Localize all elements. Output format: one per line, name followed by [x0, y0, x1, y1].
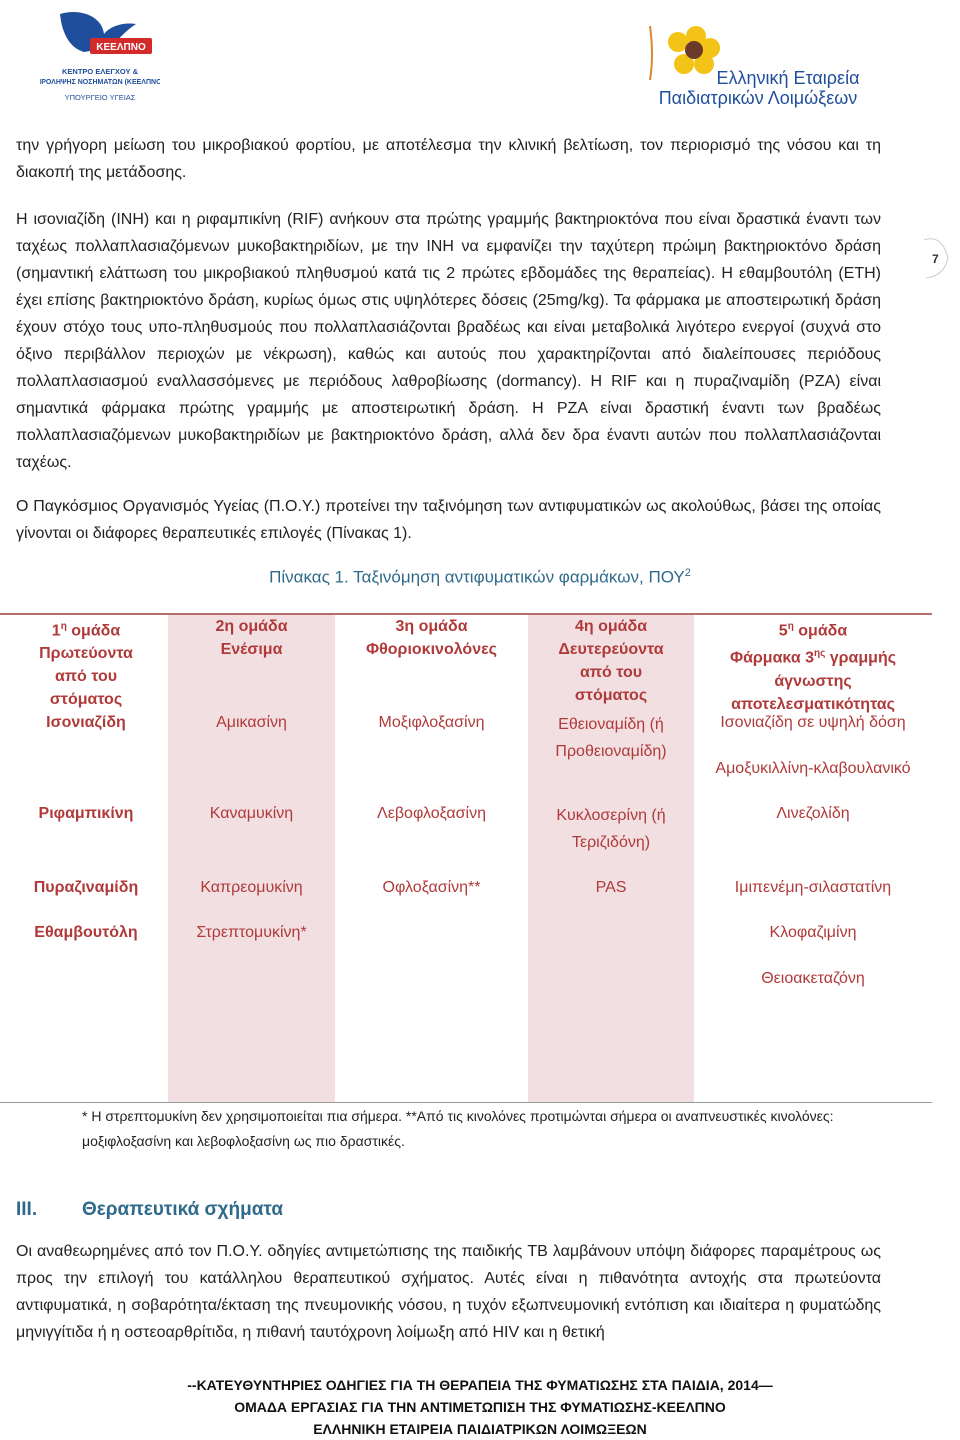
section-heading [16, 1199, 283, 1221]
table-cell: Λινεζολίδη [776, 805, 850, 822]
page-number: 7 [932, 252, 939, 266]
table-cell: Θειοακεταζόνη [761, 970, 865, 987]
who-paragraph: Ο Παγκόσμιος Οργανισμός Υγείας (Π.Ο.Υ.) προτείνει την ταξινόμηση των αντιφυματικών ως ακολούθως, βάσει της οποίας γίνονται οι διάφορες θεραπευτικές επιλογές (Πίνακας 1). [16, 498, 881, 542]
main-paragraph: Η ισονιαζίδη (INH) και η ριφαμπικίνη (RIF) ανήκουν στα πρώτης γραμμής βακτηριοκτόνα που είναι δραστικά έναντι των ταχέως πολλαπλασιαζόμενων μυκοβακτηριδίων, με την INH να εμφανίζει την ταχύτερη πρώιμη βακτηριοκτόνο δράση (σημαντική ελάττωση του μικροβιακού πληθυσμού κατά τις 2 πρώτες εβδομάδες της θεραπείας). Η εθαμβουτόλη (ETH) έχει επίσης βακτηριοκτόνο δράση, κυρίως όμως στις υψηλότερες δόσεις (25mg/kg). Τα φάρμακα με αποστειρωτική δράση έχουν στόχο τους υπο-πληθυσμούς που πολλαπλασιάζονται βραδέως και είναι μεταβολικά λιγότερο ενεργοί (συχνά στο όξινο περιβάλλον περιοχών με νέκρωση), καθώς και αυτούς που χαρακτηρίζονται από διαλείπουσες περιόδους πολλαπλασιασμού εναλλασσόμενες με περιόδους λαθροβίωσης (dormancy). Η RIF και η πυραζιναμίδη (PZA) είναι σημαντικά φάρμακα πρώτης γραμμής με αποστειρωτική δράση. Η PZA είναι δραστική έναντι των βραδέως πολλαπλασιαζόμενων μυκοβακτηριδίων με βακτηριοκτόνο δράση, αλλά δεν δρα έναντι αυτών που πολλαπλασιάζονται ταχέως. [16, 211, 881, 471]
table-cell: Λεβοφλοξασίνη [377, 805, 486, 822]
section-title: Θεραπευτικά σχήματα [82, 1199, 284, 1220]
table-cell: PAS [595, 879, 627, 896]
header-group-3: 3η ομάδα Φθοριοκινολόνες [366, 618, 497, 658]
flower-icon [650, 26, 720, 80]
header-group-5: $5^\eta$ ομάδα Φάρμακα $3^{\eta\varsigma}$ γραμμής άγνωστης αποτελεσματικότητας [729, 621, 897, 713]
svg-text:Παιδιατρικών Λοιμώξεων: Παιδιατρικών Λοιμώξεων [658, 88, 858, 108]
footer-line-3: ΕΛΛΗΝΙΚΗ ΕΤΑΙΡΕΙΑ ΠΑΙΔΙΑΤΡΙΚΩΝ ΛΟΙΜΩΞΕΩΝ [313, 1421, 647, 1437]
table-bottom-rule [0, 1102, 932, 1103]
svg-text:Ελληνική Εταιρεία: Ελληνική Εταιρεία [716, 68, 860, 88]
table-cell: Κλοφαζιμίνη [769, 924, 857, 941]
society-logo [640, 20, 870, 110]
table-cell: Ισονιαζίδη σε υψηλή δόση [720, 714, 906, 731]
logo-brand: ΚΕΕΛΠΝΟ [96, 42, 146, 53]
section-number: ΙΙΙ. [16, 1199, 38, 1220]
table-cell: Αμοξυκιλλίνη-κλαβουλανικό [715, 760, 911, 777]
header-group-2: 2η ομάδα Ενέσιμα [215, 618, 288, 658]
table-cell: Εθειοναμίδη (ή Προθειοναμίδη) [555, 716, 667, 760]
table-cell: Καναμυκίνη [209, 805, 294, 822]
intro-paragraph: την γρήγορη μείωση του μικροβιακού φορτίου, με αποτέλεσμα την κλινική βελτίωση, τον περιορισμό της νόσου και τη διακοπή της μετάδοσης. [16, 137, 881, 181]
table-cell: Στρεπτομυκίνη* [196, 924, 307, 941]
table-title: Πίνακας 1. Ταξινόμηση αντιφυματικών φαρμάκων, ΠΟΥ$^2$ [269, 567, 691, 587]
table-cell: Ισονιαζίδη [46, 714, 126, 731]
closing-paragraph: Οι αναθεωρημένες από τον Π.Ο.Υ. οδηγίες αντιμετώπισης της παιδικής TB λαμβάνουν υπόψη διάφορες παραμέτρους ως προς την επιλογή του κατάλληλου θεραπευτικού σχήματος. Αυτές είναι η πιθανότητα αντοχής στα πρωτεύοντα αντιφυματικά, η σοβαρότητα/έκταση της πνευμονικής νόσου, η τυχόν εξωπνευμονική εντόπιση και ιδιαίτερα η φυματώδης μηνιγγίτιδα ή η οστεοαρθρίτιδα, η πιθανή ταυτόχρονη λοίμωξη από HIV και η θετική [16, 1243, 881, 1341]
keelpno-logo [40, 4, 160, 108]
svg-text:ΥΠΟΥΡΓΕΙΟ ΥΓΕΙΑΣ: ΥΠΟΥΡΓΕΙΟ ΥΓΕΙΑΣ [64, 93, 136, 102]
page-number-ring [920, 236, 960, 280]
column-shade-2 [168, 614, 335, 1102]
table-cell: Πυραζιναμίδη [33, 879, 139, 896]
svg-text:ΚΕΝΤΡΟ ΕΛΕΓΧΟΥ &: ΚΕΝΤΡΟ ΕΛΕΓΧΟΥ & [62, 67, 138, 76]
table-cell: Ριφαμπικίνη [38, 805, 134, 822]
header-group-1: $1^\eta$ ομάδα Πρωτεύοντα από του στόματος [39, 621, 133, 709]
table-cell: Ιμιπενέμη-σιλαστατίνη [734, 879, 892, 896]
table-cell: Μοξιφλοξασίνη [378, 714, 485, 731]
table-cell: Κυκλοσερίνη (ή Τεριζιδόνη) [556, 807, 666, 851]
header-group-4: 4η ομάδα Δευτερεύοντα από του στόματος [558, 618, 664, 704]
table-footnote: * Η στρεπτομυκίνη δεν χρησιμοποιείται πια σήμερα. **Από τις κινολόνες προτιμώνται σήμερα οι αναπνευστικές κινολόνες: μοξιφλοξασίνη και λεβοφλοξασίνη ως πιο δραστικές. [82, 1108, 834, 1149]
footer-line-2: ΟΜΑΔΑ ΕΡΓΑΣΙΑΣ ΓΙΑ ΤΗΝ ΑΝΤΙΜΕΤΩΠΙΣΗ ΤΗΣ ΦΥΜΑΤΙΩΣΗΣ-ΚΕΕΛΠΝΟ [234, 1399, 726, 1415]
footer-line-1: --ΚΑΤΕΥΘΥΝΤΗΡΙΕΣ ΟΔΗΓΙΕΣ ΓΙΑ ΤΗ ΘΕΡΑΠΕΙΑ ΤΗΣ ΦΥΜΑΤΙΩΣΗΣ ΣΤΑ ΠΑΙΔΙΑ, 2014— [187, 1377, 773, 1393]
table-cell: Εθαμβουτόλη [34, 924, 138, 941]
table-cell: Αμικασίνη [216, 714, 287, 731]
svg-text:ΠΡΟΛΗΨΗΣ ΝΟΣΗΜΑΤΩΝ (ΚΕΕΛΠΝΟ): ΠΡΟΛΗΨΗΣ ΝΟΣΗΜΑΤΩΝ (ΚΕΕΛΠΝΟ) [40, 79, 160, 86]
table-cell: Καπρεομυκίνη [200, 879, 303, 896]
table-cell: Οφλοξασίνη** [382, 879, 481, 896]
